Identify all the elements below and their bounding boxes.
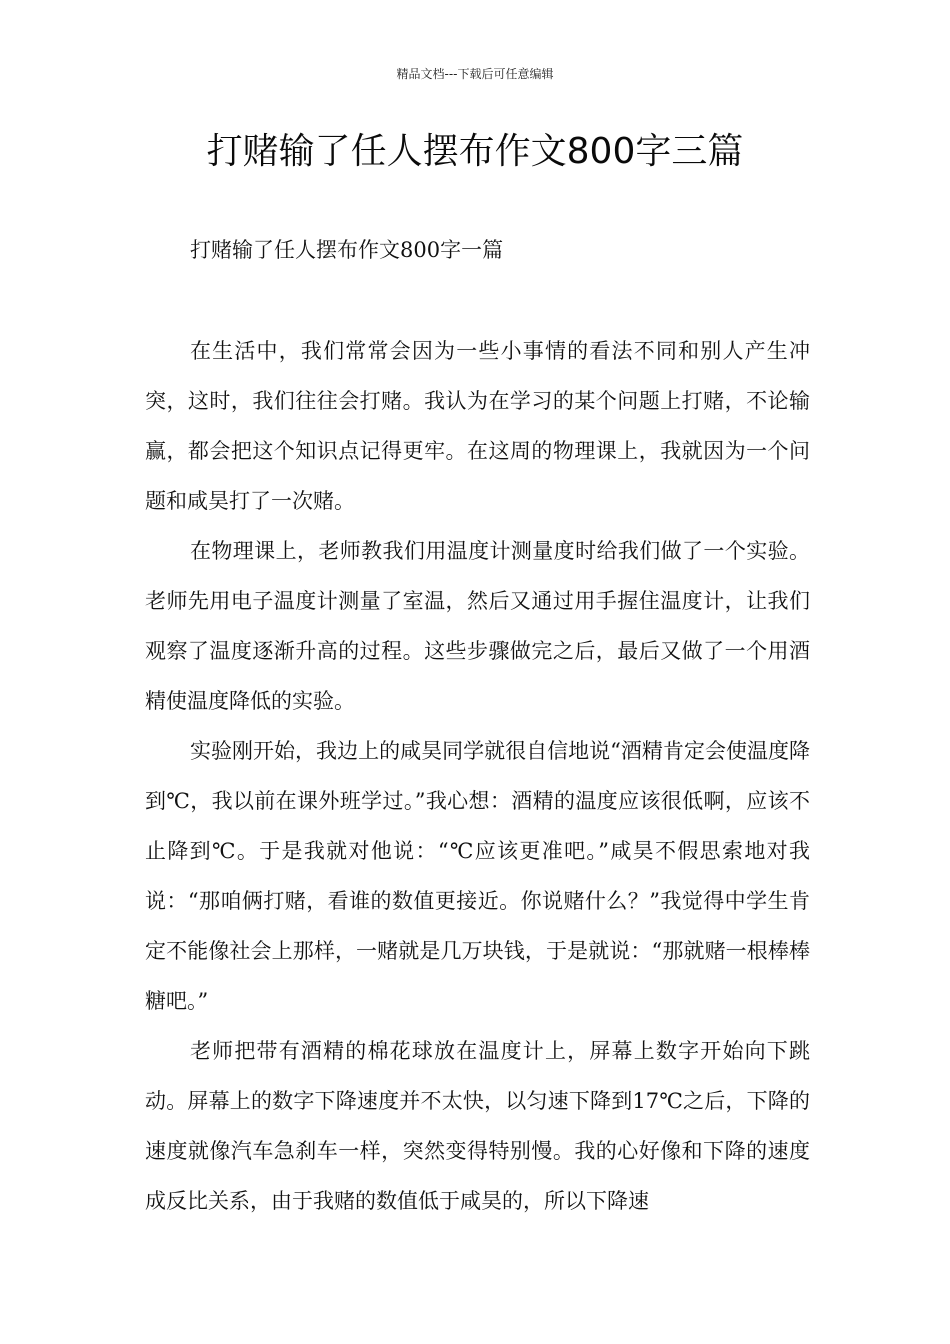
paragraph: 实验刚开始，我边上的咸昊同学就很自信地说“酒精肯定会使温度降到℃，我以前在课外班学过。”我心想：酒精的温度应该很低啊，应该不止降到℃。于是我就对他说：“℃应该更准吧。”咸昊不假思索地对我说：“那咱俩打赌，看谁的数值更接近。你说赌什么？”我觉得中学生肯定不能像社会上那样，一赌就是几万块钱，于是就说：“那就赌一根棒棒糖吧。”	[145, 739, 810, 1013]
paragraph: 在物理课上，老师教我们用温度计测量度时给我们做了一个实验。老师先用电子温度计测量了室温，然后又通过用手握住温度计，让我们观察了温度逐渐升高的过程。这些步骤做完之后，最后又做了一个用酒精使温度降低的实验。	[145, 539, 810, 713]
paragraph: 老师把带有酒精的棉花球放在温度计上，屏幕上数字开始向下跳动。屏幕上的数字下降速度并不太快，以匀速下降到17℃之后，下降的速度就像汽车急刹车一样，突然变得特别慢。我的心好像和下降的速度成反比关系，由于我赌的数值低于咸昊的，所以下降速	[145, 1039, 810, 1213]
essay-body	[145, 326, 810, 1226]
page-header: 精品文档---下载后可任意编辑	[396, 67, 554, 81]
essay-subtitle: 打赌输了任人摆布作文800字一篇	[190, 238, 504, 262]
document-title: 打赌输了任人摆布作文800字三篇	[206, 131, 744, 172]
paragraph: 在生活中，我们常常会因为一些小事情的看法不同和别人产生冲突，这时，我们往往会打赌。我认为在学习的某个问题上打赌，不论输赢，都会把这个知识点记得更牢。在这周的物理课上，我就因为一个问题和咸昊打了一次赌。	[145, 339, 810, 513]
